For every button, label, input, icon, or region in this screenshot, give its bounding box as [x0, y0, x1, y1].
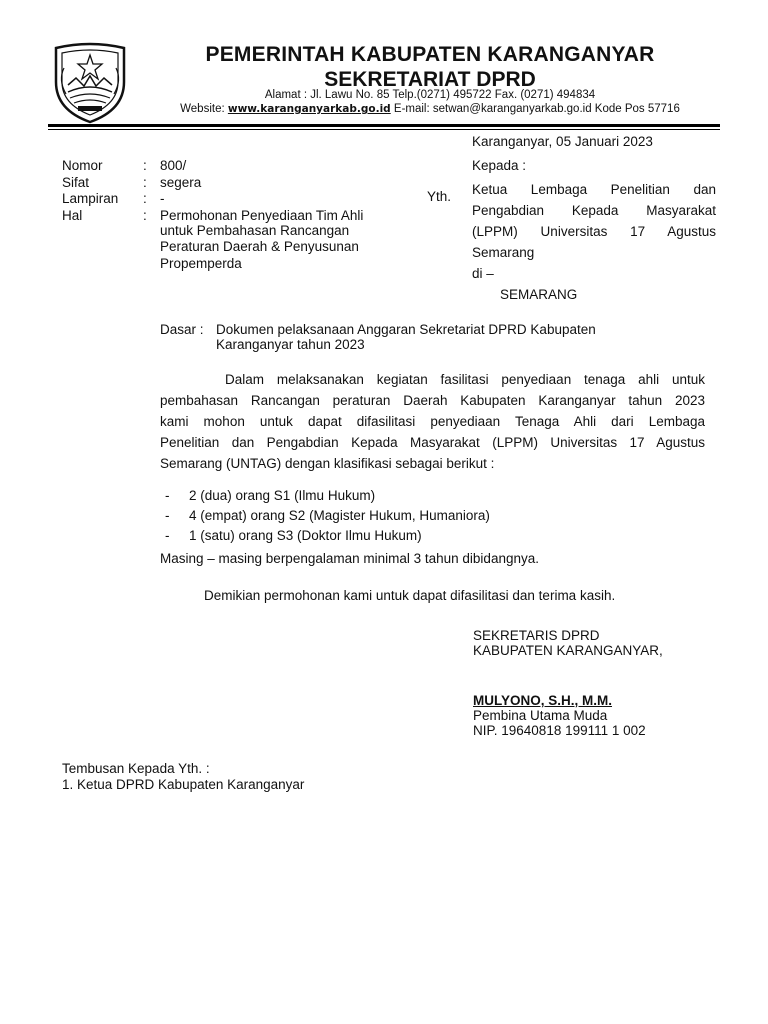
meta-value-sifat: segera [160, 175, 202, 190]
signatory-name: MULYONO, S.H., M.M. [473, 693, 613, 708]
dasar-text-1: Dokumen pelaksanaan Anggaran Sekretariat DPRD Kabupaten [216, 322, 596, 337]
contact-line [130, 103, 730, 115]
list-item-s3: 1 (satu) orang S3 (Doktor Ilmu Hukum) [189, 528, 422, 543]
meta-colon: : [143, 158, 147, 173]
website-link[interactable]: www.karanganyarkab.go.id [227, 103, 391, 115]
body-line-3: kami mohon untuk dapat difasilitasi penyediaan Tenaga Ahli dari Lembaga [160, 414, 705, 429]
letter-date: Karanganyar, 05 Januari 2023 [472, 134, 653, 149]
list-item-s1: 2 (dua) orang S1 (Ilmu Hukum) [189, 488, 376, 503]
recipient-city: SEMARANG [500, 287, 578, 302]
meta-value-nomor: 800/ [160, 158, 187, 173]
recipient-line-2: Pengabdian Kepada Masyarakat [472, 203, 716, 218]
recipient-line-3: (LPPM) Universitas 17 Agustus [472, 224, 716, 239]
header-rule-thin [48, 129, 720, 130]
department-name: SEKRETARIAT DPRD [324, 68, 536, 91]
list-item-s2: 4 (empat) orang S2 (Magister Hukum, Humaniora) [189, 508, 490, 523]
meta-value-hal-3: Peraturan Daerah & Penyusunan [160, 239, 359, 254]
meta-colon: : [143, 191, 147, 206]
meta-value-hal-1: Permohonan Penyediaan Tim Ahli [160, 208, 364, 223]
dasar-label: Dasar : [160, 322, 204, 337]
body-line-2: pembahasan Rancangan peraturan Daerah Kabupaten Karanganyar tahun 2023 [160, 393, 705, 408]
body-line-1: Dalam melaksanakan kegiatan fasilitasi penyediaan tenaga ahli untuk [225, 372, 705, 387]
recipient-line-4: Semarang [472, 245, 535, 260]
meta-value-lampiran: - [160, 191, 165, 206]
list-dash: - [165, 528, 170, 543]
signatory-title-1: SEKRETARIS DPRD [473, 628, 600, 643]
body-line-5: Semarang (UNTAG) dengan klasifikasi sebagai berikut : [160, 456, 495, 471]
meta-label-nomor: Nomor [62, 158, 103, 173]
meta-value-hal-4: Propemperda [160, 256, 242, 271]
experience-note: Masing – masing berpengalaman minimal 3 tahun dibidangnya. [160, 551, 539, 566]
cc-item: 1. Ketua DPRD Kabupaten Karanganyar [62, 777, 305, 792]
signatory-rank: Pembina Utama Muda [473, 708, 608, 723]
list-dash: - [165, 488, 170, 503]
meta-colon: : [143, 208, 147, 223]
list-dash: - [165, 508, 170, 523]
signatory-nip: NIP. 19640818 199111 1 002 [473, 723, 646, 738]
yth-label: Yth. [427, 189, 452, 204]
meta-label-lampiran: Lampiran [62, 191, 119, 206]
meta-label-hal: Hal [62, 208, 83, 223]
recipient-line-1: Ketua Lembaga Penelitian dan [472, 182, 716, 197]
meta-colon: : [143, 175, 147, 190]
cc-heading: Tembusan Kepada Yth. : [62, 761, 210, 776]
closing-sentence: Demikian permohonan kami untuk dapat difasilitasi dan terima kasih. [204, 588, 616, 603]
meta-label-sifat: Sifat [62, 175, 90, 190]
meta-value-hal-2: untuk Pembahasan Rancangan [160, 223, 350, 238]
header-rule-thick [48, 124, 720, 127]
recipient-di: di – [472, 266, 494, 281]
coat-of-arms-logo [48, 40, 132, 124]
kepada-label: Kepada : [472, 158, 527, 173]
website-label: Website: [180, 103, 225, 115]
dasar-text-2: Karanganyar tahun 2023 [216, 337, 365, 352]
email-postal: E-mail: setwan@karanganyarkab.go.id Kode Pos 57716 [393, 103, 680, 115]
agency-name: PEMERINTAH KABUPATEN KARANGANYAR [205, 43, 655, 66]
address-line: Alamat : Jl. Lawu No. 85 Telp.(0271) 495722 Fax. (0271) 494834 [264, 89, 596, 101]
body-line-4: Penelitian dan Pengabdian Kepada Masyarakat (LPPM) Universitas 17 Agustus [160, 435, 705, 450]
signatory-title-2: KABUPATEN KARANGANYAR, [473, 643, 663, 658]
